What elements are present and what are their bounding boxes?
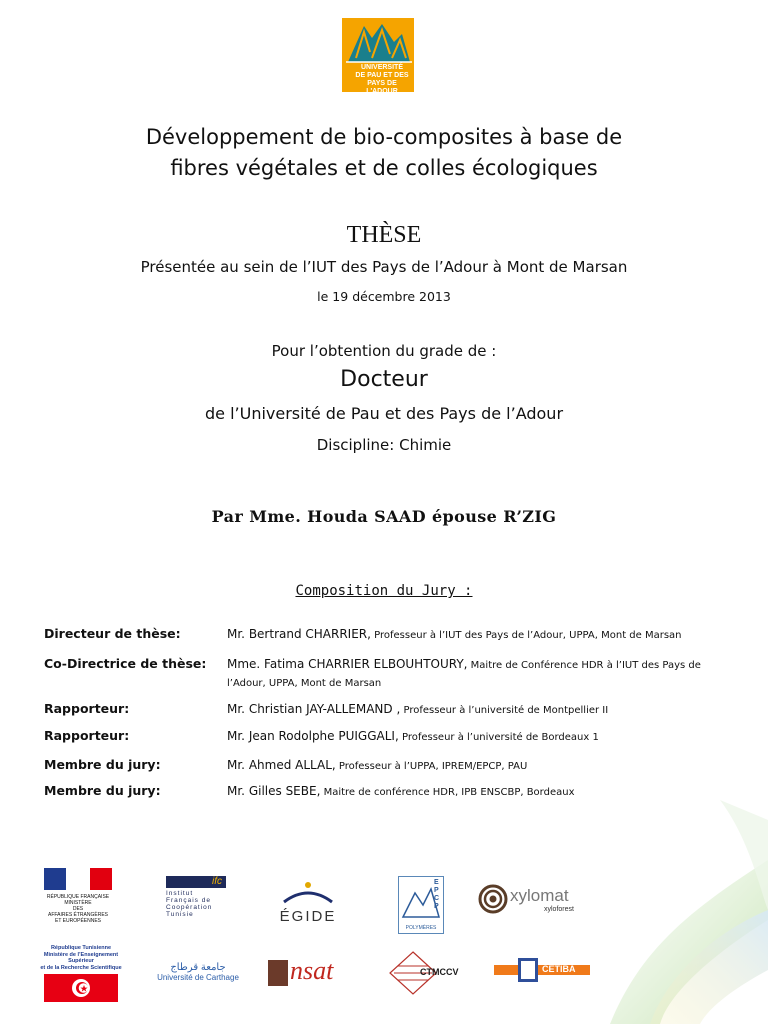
ifc-line4: Tunisie: [166, 911, 194, 918]
ifc-logo: [166, 876, 230, 932]
uppa-logo-line2: DE PAU ET DES: [355, 72, 409, 79]
uppa-logo-line3: PAYS DE L'ADOUR: [366, 80, 398, 95]
jury-member-desc: Professeur à l’université de Montpellier II: [400, 705, 609, 716]
ifc-line1: Institut: [166, 890, 194, 897]
tunisia-ministry-logo: [34, 945, 128, 1003]
republique-francaise-logo: [44, 868, 112, 932]
jury-role: Rapporteur:: [44, 728, 130, 743]
rf-line2: MINISTÈRE: [64, 900, 92, 906]
cetiba-text: CETIBA: [542, 964, 576, 974]
jury-member-desc: Maitre de conférence HDR, IPB ENSCBP, Bordeaux: [320, 787, 575, 798]
ifc-line2: Français de: [166, 897, 211, 904]
carthage-arabic: جامعة قرطاج: [170, 962, 226, 973]
discipline-line: Discipline: Chimie: [316, 436, 452, 454]
epcp-caption: POLYMÈRES: [405, 925, 437, 931]
tunisie-line3: et de la Recherche Scientifique: [40, 964, 122, 971]
cetiba-emblem-icon: [518, 958, 538, 982]
jury-role: Membre du jury:: [44, 757, 161, 772]
egide-logo: [270, 880, 346, 926]
jury-heading: Composition du Jury :: [295, 583, 473, 599]
grade-intro: Pour l’obtention du grade de :: [271, 342, 497, 360]
ifc-mark: ifc: [166, 876, 226, 888]
tunisia-flag-icon: [44, 974, 118, 1002]
egide-arc-icon: [270, 880, 346, 904]
rf-line4: AFFAIRES ÉTRANGÈRES: [47, 912, 108, 918]
carthage-latin: Université de Carthage: [157, 973, 239, 982]
jury-role: Co-Directrice de thèse:: [44, 656, 207, 671]
author-line: Par Mme. Houda SAAD épouse R’ZIG: [211, 507, 557, 526]
jury-member-name: Mr. Ahmed ALLAL,: [227, 758, 336, 772]
jury-member-desc: Professeur à l’UPPA, IPREM/EPCP, PAU: [335, 761, 528, 772]
cetiba-logo: [494, 958, 590, 982]
jury-role: Rapporteur:: [44, 701, 130, 716]
epcp-mark: EPCP: [434, 879, 440, 910]
xylomat-sub: xyloforest: [544, 906, 574, 913]
rf-line3: DES: [72, 906, 84, 912]
jury-member-name: Mr. Christian JAY-ALLEMAND ,: [227, 702, 401, 716]
marianne-flag-icon: [44, 868, 112, 890]
egide-text: ÉGIDE: [279, 908, 337, 925]
thesis-title-line2: fibres végétales et de colles écologiques: [170, 156, 598, 180]
tunisie-line2: Ministère de l’Enseignement Supérieur: [43, 951, 119, 964]
rf-line1: RÉPUBLIQUE FRANÇAISE: [46, 894, 110, 900]
ctmccv-text: CTMCCV: [420, 967, 459, 977]
uppa-logo-line1: UNIVERSITÉ: [360, 64, 403, 71]
ctmccv-logo: [388, 950, 484, 996]
jury-member-name: Mr. Gilles SEBE,: [227, 784, 321, 798]
jury-member-desc: Maitre de Conférence HDR à l’IUT des Pays de l’Adour, UPPA, Mont de Marsan: [227, 660, 701, 689]
tree-rings-icon: [478, 884, 508, 914]
thesis-title: [0, 122, 768, 184]
grade-title: Docteur: [340, 367, 428, 392]
insat-text: nsat: [290, 956, 334, 985]
xylomat-name: xylomat: [510, 886, 569, 905]
thesis-title-line1: Développement de bio-composites à base de: [145, 125, 623, 149]
jury-member-name: Mme. Fatima CHARRIER ELBOUHTOURY,: [227, 657, 468, 671]
carthage-logo: [146, 962, 250, 988]
tunisie-line1: République Tunisienne: [50, 945, 112, 951]
defense-date: le 19 décembre 2013: [317, 289, 451, 304]
rf-line5: ET EUROPÉENNES: [54, 918, 102, 924]
xylomat-logo: [478, 884, 588, 916]
presentee-line: Présentée au sein de l’IUT des Pays de l’Adour à Mont de Marsan: [140, 258, 628, 276]
jury-member-desc: Professeur à l’université de Bordeaux 1: [398, 732, 599, 743]
these-heading: THÈSE: [346, 222, 422, 248]
uppa-logo: [342, 18, 414, 95]
university-line: de l’Université de Pau et des Pays de l’Adour: [204, 404, 564, 423]
jury-member-name: Mr. Jean Rodolphe PUIGGALI,: [227, 729, 399, 743]
jury-role: Membre du jury:: [44, 783, 161, 798]
jury-member-name: Mr. Bertrand CHARRIER,: [227, 627, 371, 641]
insat-logo: [268, 958, 366, 990]
ifc-line3: Coopération: [166, 904, 213, 911]
jury-member-desc: Professeur à l’IUT des Pays de l’Adour, UPPA, Mont de Marsan: [370, 630, 682, 641]
insat-emblem-icon: [268, 960, 288, 986]
jury-role: Directeur de thèse:: [44, 626, 181, 641]
epcp-logo: [398, 876, 444, 934]
